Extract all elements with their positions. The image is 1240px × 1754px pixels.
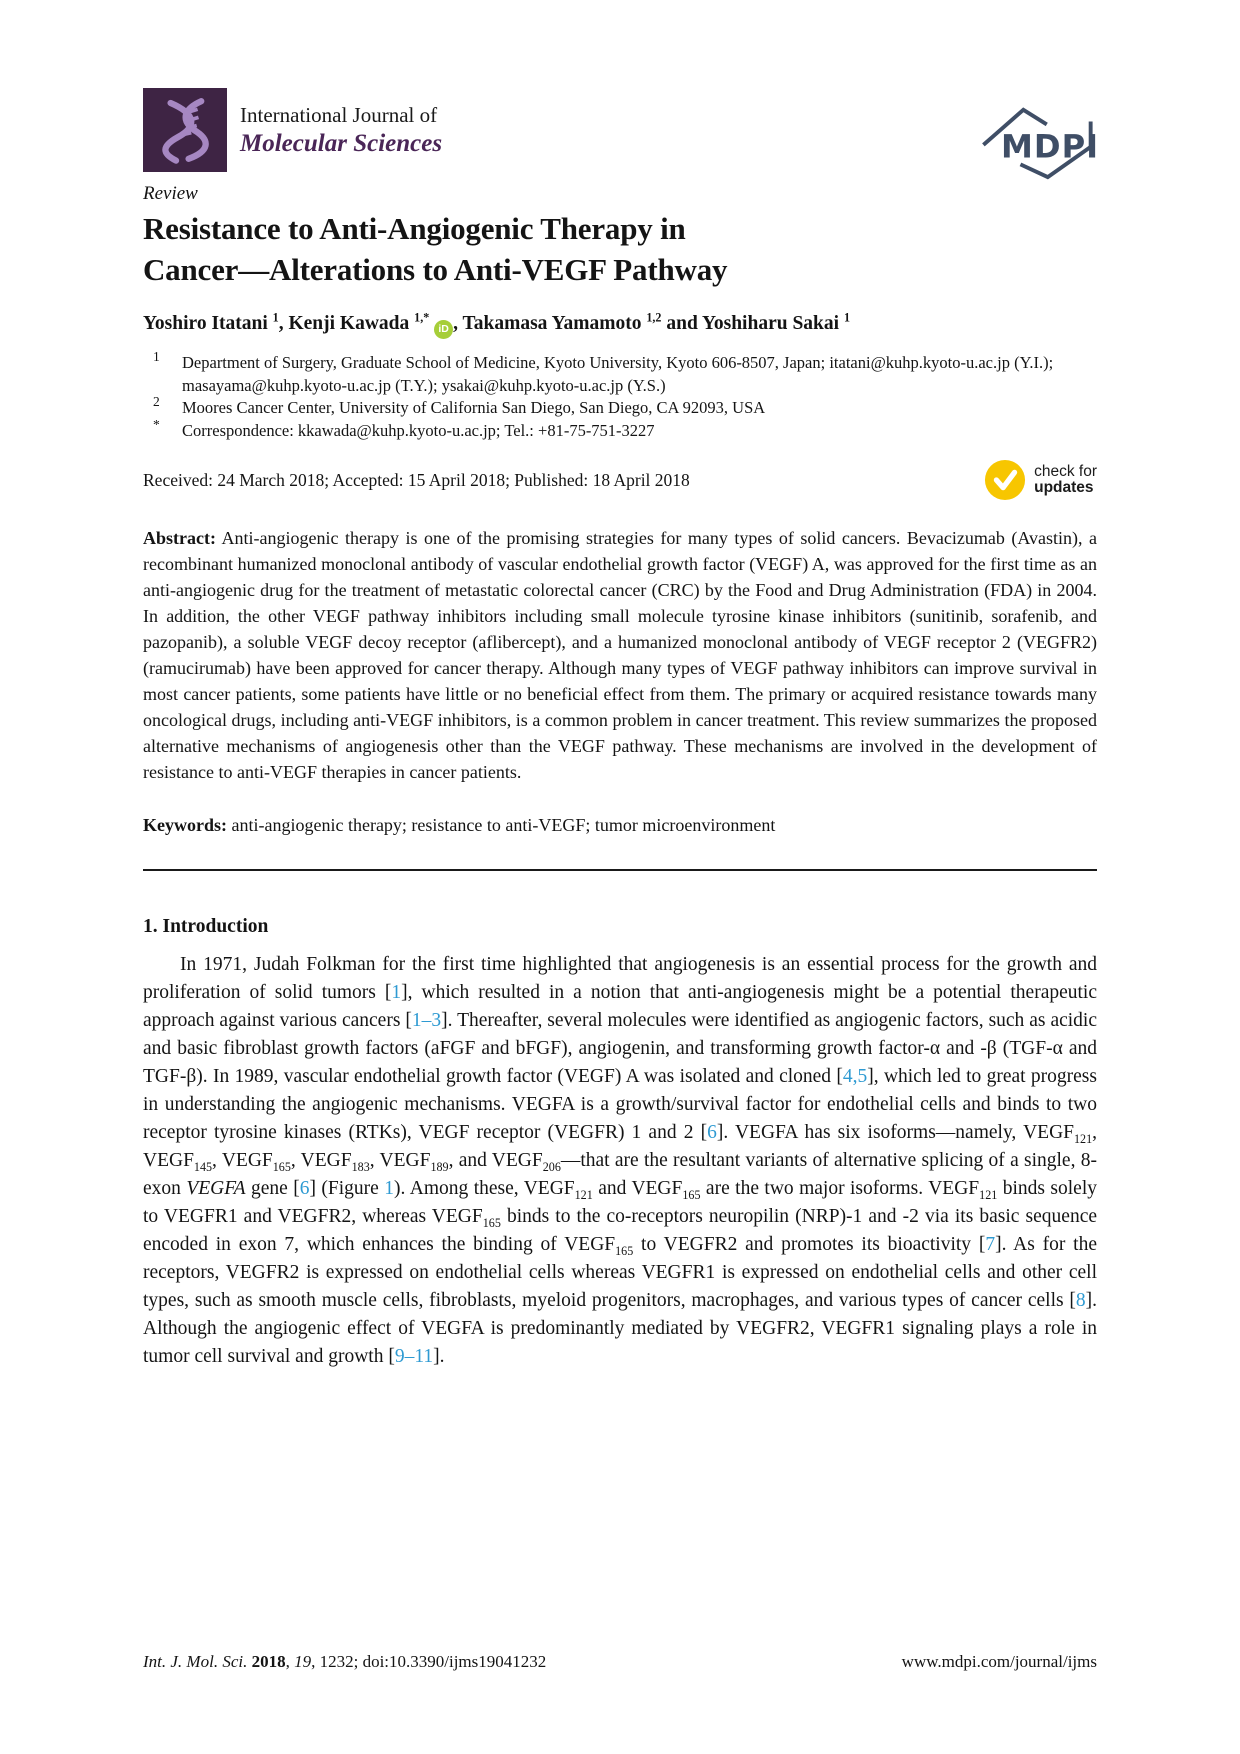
abstract — [143, 525, 1097, 785]
correspondence-text: Correspondence: kkawada@kuhp.kyoto-u.ac.jp; Tel.: +81-75-751-3227 — [182, 420, 655, 440]
article-title — [143, 208, 1097, 290]
journal-url[interactable]: www.mdpi.com/journal/ijms — [901, 1652, 1097, 1671]
text-segment: , — [285, 1652, 295, 1671]
text-segment: 1,2 — [646, 310, 662, 325]
check-for-updates-label — [1034, 464, 1097, 497]
mdpi-logo-text: MDPI — [1000, 127, 1097, 166]
text-segment: ]. — [433, 1346, 445, 1367]
text-segment: 145 — [193, 1159, 213, 1174]
text-segment: 1 — [843, 310, 850, 325]
badge-line1: check for — [1034, 462, 1097, 480]
affiliation-row — [143, 349, 1097, 397]
affiliation-row — [143, 394, 1097, 420]
text-segment: 121 — [574, 1187, 593, 1202]
article-title-line1: Resistance to Anti-Angiogenic Therapy in — [143, 211, 686, 246]
keywords — [143, 812, 1097, 838]
check-circle-icon — [984, 459, 1026, 501]
affiliation-marker: * — [153, 416, 160, 432]
citation-link[interactable]: 7 — [985, 1234, 996, 1255]
text-segment: binds solely to VEGFR1 and VEGFR2, whereas VEGF — [143, 1178, 1097, 1227]
badge-line2: updates — [1034, 479, 1094, 496]
text-segment: 165 — [272, 1159, 291, 1174]
text-segment: Yoshiro Itatani — [143, 313, 273, 334]
text-segment: binds to the co-receptors neuropilin (NRP)-1 and -2 via its basic sequence encoded in exon 7, which enhances the binding of VEGF — [143, 1206, 1097, 1255]
text-segment: ] (Figure — [309, 1178, 385, 1199]
text-segment: 165 — [682, 1187, 701, 1202]
text-segment: 2018 — [251, 1652, 286, 1671]
citation-link[interactable]: 1 — [391, 982, 402, 1003]
text-segment: ]. Although the angiogenic effect of VEGFA is predominantly mediated by VEGFR2, VEGFR1 signaling plays a role in tumor cell survival and growth [ — [143, 1290, 1097, 1367]
text-segment: to VEGFR2 and promotes its bioactivity [ — [633, 1234, 986, 1255]
citation-link[interactable]: 1 — [384, 1178, 395, 1199]
text-segment: 165 — [482, 1215, 501, 1230]
orcid-icon[interactable]: iD — [434, 320, 453, 339]
citation-link[interactable]: 6 — [707, 1122, 717, 1143]
authors-line — [143, 310, 1097, 339]
text-segment: VEGFA — [186, 1178, 246, 1199]
dates-row — [143, 459, 1097, 501]
text-segment: , Takamasa Yamamoto — [453, 313, 647, 334]
keywords-text: anti-angiogenic therapy; resistance to anti-VEGF; tumor microenvironment — [227, 815, 776, 835]
text-segment: 1,* — [414, 310, 430, 325]
text-segment: are the two major isoforms. VEGF — [700, 1178, 980, 1199]
text-segment: 189 — [430, 1159, 449, 1174]
text-segment: 1 — [272, 310, 279, 325]
affiliation-marker: 2 — [153, 394, 160, 409]
text-segment: , 1232; doi:10.3390/ijms19041232 — [311, 1652, 547, 1671]
text-segment: ], which resulted in a notion that anti-angiogenesis might be a potential therapeutic approach against various cancers [ — [143, 982, 1097, 1031]
citation-link[interactable]: 4,5 — [842, 1066, 868, 1087]
article-title-line2: Cancer—Alterations to Anti-VEGF Pathway — [143, 252, 728, 287]
section-heading: 1. Introduction — [143, 916, 269, 937]
text-segment: ]. VEGFA has six isoforms—namely, VEGF — [716, 1122, 1074, 1143]
citation-link[interactable]: 1–3 — [411, 1010, 442, 1031]
journal-logo — [143, 88, 227, 172]
text-segment: , VEGF — [143, 1122, 1097, 1171]
journal-name — [240, 88, 442, 172]
journal-brand — [143, 88, 442, 172]
affiliations — [143, 349, 1097, 442]
citation-link[interactable]: 8 — [1075, 1290, 1086, 1311]
keywords-label: Keywords: — [143, 815, 227, 835]
text-segment: ). Among these, VEGF — [394, 1178, 575, 1199]
text-segment: 165 — [615, 1243, 634, 1258]
journal-name-line2: Molecular Sciences — [240, 129, 443, 157]
text-segment: —that are the resultant variants of alternative splicing of a single, 8-exon — [143, 1150, 1097, 1199]
section-divider — [143, 869, 1097, 871]
text-segment: 19 — [294, 1652, 312, 1671]
text-segment: 206 — [542, 1159, 561, 1174]
text-segment: , VEGF — [212, 1150, 273, 1171]
citation-link[interactable]: 6 — [299, 1178, 310, 1199]
text-segment: , VEGF — [290, 1150, 352, 1171]
journal-name-line1: International Journal of — [240, 102, 438, 127]
mdpi-hexagon-icon — [979, 102, 1097, 180]
text-segment: ]. As for the receptors, VEGFR2 is expressed on endothelial cells whereas VEGFR1 is expressed on endothelial cells and other cell types, such as smooth muscle cells, fibroblasts, myeloid progenitors, macrophages, and various types of cancer cells [ — [143, 1234, 1097, 1311]
citation-info — [143, 1652, 546, 1672]
article-type-label: Review — [143, 183, 198, 204]
text-segment: 183 — [351, 1159, 370, 1174]
text-segment: gene [ — [245, 1178, 300, 1199]
text-segment: , VEGF — [369, 1150, 431, 1171]
abstract-label: Abstract: — [143, 528, 216, 548]
text-segment: Int. J. Mol. Sci. — [143, 1652, 252, 1671]
affiliation-text: Department of Surgery, Graduate School of Medicine, Kyoto University, Kyoto 606-8507, Japan; itatani@kuhp.kyoto-u.ac.jp (Y.I.); masayama@kuhp.kyoto-u.ac.jp (T.Y.); ysakai@kuhp.kyoto-u.ac.jp (Y.S.) — [182, 353, 1054, 395]
affiliation-text: Moores Cancer Center, University of California San Diego, San Diego, CA 92093, USA — [182, 398, 766, 417]
text-segment: ], which led to great progress in understanding the angiogenic mechanisms. VEGFA is a growth/survival factor for endothelial cells and binds to two receptor tyrosine kinases (RTKs), VEGF receptor (VEGFR) 1 and 2 [ — [143, 1066, 1097, 1143]
abstract-text: Anti-angiogenic therapy is one of the promising strategies for many types of solid cancers. Bevacizumab (Avastin), a recombinant humanized monoclonal antibody of vascular endothelial growth factor (VEGF) A, was approved for the first time as an anti-angiogenic drug for the treatment of metastatic colorectal cancer (CRC) by the Food and Drug Administration (FDA) in 2004. In addition, the other VEGF pathway inhibitors including small molecule tyrosine kinase inhibitors (sunitinib, sorafenib, and pazopanib), a soluble VEGF decoy receptor (aflibercept), and a humanized monoclonal antibody of VEGF receptor 2 (VEGFR2) (ramucirumab) have been approved for cancer therapy. Although many types of VEGF pathway inhibitors can improve survival in most cancer patients, some patients have little or no beneficial effect from them. The primary or acquired resistance towards many oncological drugs, including anti-VEGF inhibitors, is a common problem in cancer treatment. This review summarizes the proposed alternative mechanisms of angiogenesis other than the VEGF pathway. These mechanisms are involved in the development of resistance to anti-VEGF therapies in cancer patients. — [143, 528, 1097, 782]
text-segment: 121 — [979, 1187, 998, 1202]
text-segment: In 1971, Judah Folkman for the first time highlighted that angiogenesis is an essential process for the growth and proliferation of solid tumors [ — [143, 954, 1097, 1003]
affiliation-marker: 1 — [153, 349, 160, 364]
text-segment: 121 — [1074, 1131, 1093, 1146]
affiliation-row — [143, 416, 1097, 443]
article-body — [143, 183, 1097, 1371]
introduction-paragraph — [143, 951, 1097, 1371]
mdpi-logo — [979, 102, 1097, 185]
page-footer — [143, 1652, 1097, 1672]
page-header — [143, 88, 1097, 185]
dna-helix-icon — [149, 94, 221, 166]
text-segment: and VEGF — [592, 1178, 683, 1199]
text-segment: and Yoshiharu Sakai — [661, 313, 844, 334]
text-segment: , Kenji Kawada — [278, 313, 415, 334]
received-accepted-published: Received: 24 March 2018; Accepted: 15 April 2018; Published: 18 April 2018 — [143, 469, 690, 490]
text-segment: , and VEGF — [448, 1150, 543, 1171]
check-for-updates-badge[interactable] — [984, 459, 1097, 501]
text-segment: ]. Thereafter, several molecules were identified as angiogenic factors, such as acidic and basic fibroblast growth factors (aFGF and bFGF), angiogenin, and transforming growth factor-α and -β (TGF-α and TGF-β). In 1989, vascular endothelial growth factor (VEGF) A was isolated and cloned [ — [143, 1010, 1098, 1087]
citation-link[interactable]: 9–11 — [394, 1346, 434, 1367]
